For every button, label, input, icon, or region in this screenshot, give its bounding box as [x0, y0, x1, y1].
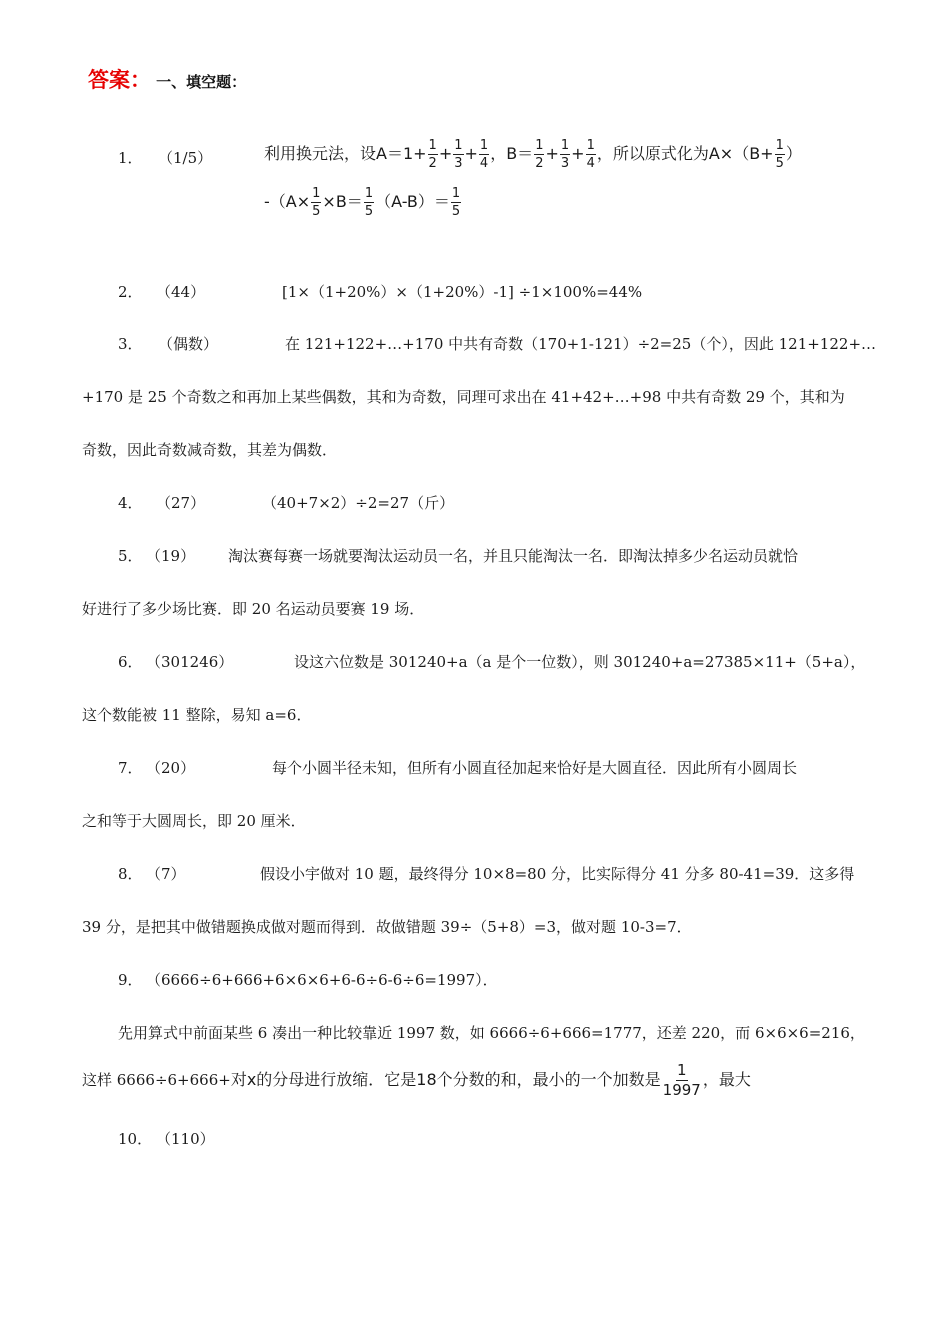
fraction: $\frac{1}{5}$ — [312, 186, 321, 219]
q4-answer: （27） — [156, 494, 206, 512]
q3-number: 3． — [118, 335, 143, 353]
q9-solution-line2: 这样 6666÷6+666+对x的分母进行放缩．它是18个分数的和，最小的一个加数是 $\frac{1}{1997}$ ，最大 — [82, 1061, 751, 1099]
q7-answer: （20） — [146, 759, 196, 777]
q5-solution-line1: 淘汰赛每赛一场就要淘汰运动员一名，并且只能淘汰一名．即淘汰掉多少名运动员就恰 — [228, 547, 799, 565]
q7-number: 7． — [118, 759, 143, 777]
fraction: $\frac{1}{2}$ — [535, 138, 544, 171]
fraction: $\frac{1}{1997}$ — [662, 1061, 701, 1099]
q1-text: 利用换元法，设A＝1+ — [264, 144, 427, 163]
q3-solution-line3: 奇数，因此奇数减奇数，其差为偶数． — [82, 441, 338, 459]
q6-solution-line1: 设这六位数是 301240+a（a 是个一位数），则 301240+a=27385×11+（5+a）， — [294, 653, 866, 671]
q3-solution-line1: 在 121+122+…+170 中共有奇数（170+1-121）÷2=25（个），因此 121+122+… — [285, 335, 877, 353]
q5-number: 5． — [118, 547, 143, 565]
q1-solution-line1: 利用换元法，设A＝1+ $\frac{1}{2}$ + $\frac{1}{3}$ + $\frac{1}{4}$ ，B＝ $\frac{1}{2}$ + $\frac{1}{3}$ + $\frac{1}{4}$ ，所以原式化为A×（B+ $\frac{1}{5}$ ） — [264, 138, 802, 171]
fraction: $\frac{1}{4}$ — [479, 138, 489, 171]
q9-number: 9． — [118, 971, 143, 989]
q2-solution: [1×（1+20%）×（1+20%）-1] ÷1×100%=44% — [282, 283, 643, 301]
fraction: $\frac{1}{2}$ — [428, 138, 437, 171]
fraction: $\frac{1}{5}$ — [775, 138, 784, 171]
q4-solution: （40+7×2）÷2=27（斤） — [262, 494, 455, 512]
q1-solution-line2: -（A× $\frac{1}{5}$ ×B＝ $\frac{1}{5}$ （A-B）＝ $\frac{1}{5}$ — [264, 186, 461, 219]
q8-answer: （7） — [146, 865, 186, 883]
fraction: $\frac{1}{3}$ — [560, 138, 570, 171]
q1-number: 1． — [118, 149, 143, 167]
q10-answer: （110） — [156, 1130, 215, 1148]
q5-solution-line2: 好进行了多少场比赛．即 20 名运动员要赛 19 场． — [82, 600, 425, 618]
q3-solution-line2: +170 是 25 个奇数之和再加上某些偶数，其和为奇数，同理可求出在 41+42+…+98 中共有奇数 29 个，其和为 — [82, 388, 845, 406]
q9-answer: （6666÷6+666+6×6×6+6-6÷6-6÷6=1997）． — [146, 971, 498, 989]
answer-label: 答案： — [88, 68, 151, 92]
q4-number: 4． — [118, 494, 143, 512]
q1-answer: （1/5） — [158, 149, 213, 167]
q6-number: 6． — [118, 653, 143, 671]
q8-solution-line2: 39 分，是把其中做错题换成做对题而得到．故做错题 39÷（5+8）=3，做对题 10-3=7． — [82, 918, 692, 936]
q5-answer: （19） — [146, 547, 196, 565]
fraction: $\frac{1}{5}$ — [364, 186, 374, 219]
q2-answer: （44） — [156, 283, 206, 301]
answer-heading — [88, 64, 246, 94]
q6-solution-line2: 这个数能被 11 整除，易知 a=6． — [82, 706, 312, 724]
q3-answer: （偶数） — [158, 335, 219, 353]
q10-number: 10． — [118, 1130, 153, 1148]
q9-text-sans: 对x的分母进行放缩．它是18个分数的和，最小的一个加数是 — [230, 1070, 661, 1089]
q8-solution-line1: 假设小宇做对 10 题，最终得分 10×8=80 分，比实际得分 41 分多 80-41=39．这多得 — [260, 865, 855, 883]
fraction: $\frac{1}{5}$ — [451, 186, 461, 219]
q2-number: 2． — [118, 283, 143, 301]
fraction: $\frac{1}{4}$ — [586, 138, 595, 171]
section-title: 一、填空题： — [156, 73, 247, 91]
q6-answer: （301246） — [146, 653, 234, 671]
q7-solution-line1: 每个小圆半径未知，但所有小圆直径加起来恰好是大圆直径．因此所有小圆周长 — [272, 759, 798, 777]
q7-solution-line2: 之和等于大圆周长，即 20 厘米． — [82, 812, 306, 830]
q9-text: 这样 6666÷6+666+ — [82, 1071, 231, 1089]
q8-number: 8． — [118, 865, 143, 883]
fraction: $\frac{1}{3}$ — [454, 138, 463, 171]
q9-solution-line1: 先用算式中前面某些 6 凑出一种比较靠近 1997 数，如 6666÷6+666=1777，还差 220，而 6×6×6=216， — [118, 1024, 865, 1042]
